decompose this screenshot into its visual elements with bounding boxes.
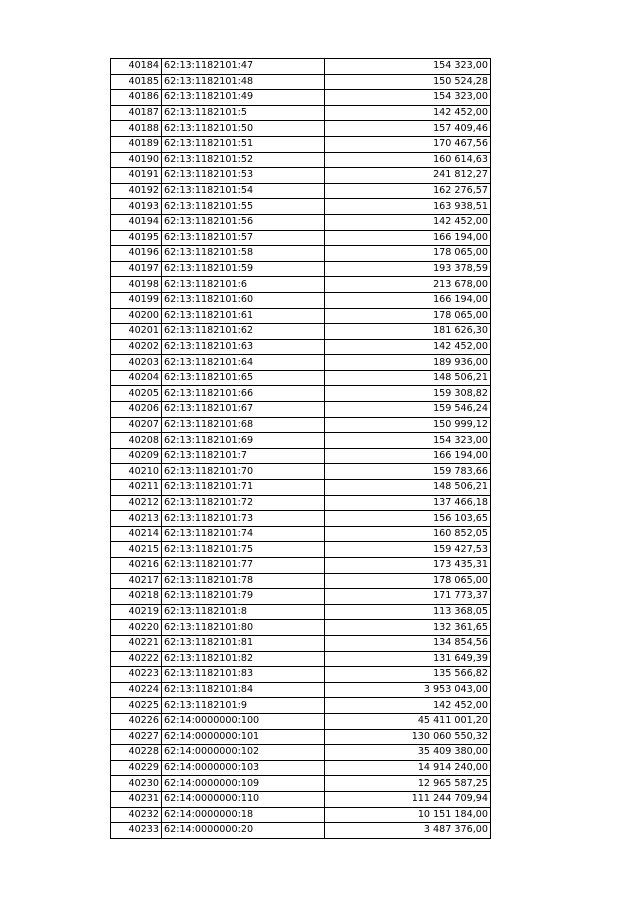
cadastral-value-cell: 3 487 376,00 xyxy=(325,823,491,839)
row-number-cell: 40207 xyxy=(111,417,162,433)
table-row xyxy=(111,74,491,90)
cadastral-value-cell: 160 614,63 xyxy=(325,152,491,168)
cadastral-value-cell: 154 323,00 xyxy=(325,90,491,106)
table-row xyxy=(111,760,491,776)
table-row xyxy=(111,620,491,636)
row-number-cell: 40227 xyxy=(111,729,162,745)
row-number-cell: 40220 xyxy=(111,620,162,636)
cadastral-number-cell: 62:13:1182101:48 xyxy=(162,74,325,90)
table-row xyxy=(111,261,491,277)
table-row xyxy=(111,526,491,542)
cadastral-number-cell: 62:13:1182101:72 xyxy=(162,495,325,511)
row-number-cell: 40198 xyxy=(111,277,162,293)
cadastral-number-cell: 62:13:1182101:55 xyxy=(162,199,325,215)
cadastral-value-cell: 12 965 587,25 xyxy=(325,776,491,792)
table-row xyxy=(111,402,491,418)
table-row xyxy=(111,745,491,761)
cadastral-value-cell: 213 678,00 xyxy=(325,277,491,293)
row-number-cell: 40221 xyxy=(111,635,162,651)
cadastral-number-cell: 62:13:1182101:84 xyxy=(162,682,325,698)
cadastral-value-cell: 178 065,00 xyxy=(325,573,491,589)
table-row xyxy=(111,791,491,807)
cadastral-value-cell: 159 427,53 xyxy=(325,542,491,558)
cadastral-number-cell: 62:13:1182101:50 xyxy=(162,121,325,137)
row-number-cell: 40206 xyxy=(111,402,162,418)
cadastral-value-cell: 166 194,00 xyxy=(325,448,491,464)
cadastral-value-cell: 150 999,12 xyxy=(325,417,491,433)
cadastral-number-cell: 62:13:1182101:79 xyxy=(162,589,325,605)
cadastral-value-cell: 181 626,30 xyxy=(325,324,491,340)
cadastral-number-cell: 62:13:1182101:62 xyxy=(162,324,325,340)
row-number-cell: 40228 xyxy=(111,745,162,761)
row-number-cell: 40197 xyxy=(111,261,162,277)
row-number-cell: 40230 xyxy=(111,776,162,792)
row-number-cell: 40211 xyxy=(111,480,162,496)
cadastral-number-cell: 62:13:1182101:59 xyxy=(162,261,325,277)
cadastral-number-cell: 62:13:1182101:70 xyxy=(162,464,325,480)
row-number-cell: 40210 xyxy=(111,464,162,480)
row-number-cell: 40200 xyxy=(111,308,162,324)
cadastral-number-cell: 62:13:1182101:77 xyxy=(162,558,325,574)
cadastral-value-cell: 148 506,21 xyxy=(325,370,491,386)
cadastral-number-cell: 62:14:0000000:103 xyxy=(162,760,325,776)
table-row xyxy=(111,807,491,823)
row-number-cell: 40231 xyxy=(111,791,162,807)
table-row xyxy=(111,214,491,230)
row-number-cell: 40205 xyxy=(111,386,162,402)
cadastral-number-cell: 62:13:1182101:7 xyxy=(162,448,325,464)
cadastral-value-cell: 193 378,59 xyxy=(325,261,491,277)
cadastral-number-cell: 62:13:1182101:75 xyxy=(162,542,325,558)
cadastral-number-cell: 62:13:1182101:63 xyxy=(162,339,325,355)
cadastral-value-cell: 162 276,57 xyxy=(325,183,491,199)
cadastral-value-cell: 142 452,00 xyxy=(325,105,491,121)
row-number-cell: 40222 xyxy=(111,651,162,667)
cadastral-number-cell: 62:13:1182101:60 xyxy=(162,292,325,308)
cadastral-number-cell: 62:13:1182101:73 xyxy=(162,511,325,527)
row-number-cell: 40223 xyxy=(111,667,162,683)
table-row xyxy=(111,121,491,137)
cadastral-number-cell: 62:13:1182101:47 xyxy=(162,59,325,75)
row-number-cell: 40194 xyxy=(111,214,162,230)
row-number-cell: 40219 xyxy=(111,604,162,620)
row-number-cell: 40199 xyxy=(111,292,162,308)
cadastral-value-cell: 163 938,51 xyxy=(325,199,491,215)
cadastral-number-cell: 62:13:1182101:82 xyxy=(162,651,325,667)
row-number-cell: 40224 xyxy=(111,682,162,698)
table-row xyxy=(111,152,491,168)
cadastral-number-cell: 62:13:1182101:66 xyxy=(162,386,325,402)
cadastral-value-cell: 111 244 709,94 xyxy=(325,791,491,807)
table-row xyxy=(111,448,491,464)
cadastral-number-cell: 62:13:1182101:8 xyxy=(162,604,325,620)
row-number-cell: 40225 xyxy=(111,698,162,714)
cadastral-value-cell: 178 065,00 xyxy=(325,308,491,324)
table-row xyxy=(111,308,491,324)
row-number-cell: 40203 xyxy=(111,355,162,371)
cadastral-number-cell: 62:13:1182101:58 xyxy=(162,246,325,262)
cadastral-number-cell: 62:13:1182101:57 xyxy=(162,230,325,246)
table-row xyxy=(111,604,491,620)
table-row xyxy=(111,90,491,106)
cadastral-value-cell: 170 467,56 xyxy=(325,136,491,152)
cadastral-value-cell: 134 854,56 xyxy=(325,635,491,651)
row-number-cell: 40217 xyxy=(111,573,162,589)
table-row xyxy=(111,682,491,698)
cadastral-value-cell: 154 323,00 xyxy=(325,59,491,75)
cadastral-number-cell: 62:13:1182101:53 xyxy=(162,168,325,184)
cadastral-number-cell: 62:13:1182101:9 xyxy=(162,698,325,714)
table-row xyxy=(111,355,491,371)
table-row xyxy=(111,277,491,293)
table-row xyxy=(111,542,491,558)
cadastral-value-cell: 160 852,05 xyxy=(325,526,491,542)
row-number-cell: 40184 xyxy=(111,59,162,75)
row-number-cell: 40208 xyxy=(111,433,162,449)
table-row xyxy=(111,168,491,184)
cadastral-number-cell: 62:13:1182101:74 xyxy=(162,526,325,542)
cadastral-value-cell: 159 546,24 xyxy=(325,402,491,418)
cadastral-value-cell: 159 308,82 xyxy=(325,386,491,402)
table-row xyxy=(111,511,491,527)
table-row xyxy=(111,105,491,121)
cadastral-number-cell: 62:13:1182101:65 xyxy=(162,370,325,386)
row-number-cell: 40212 xyxy=(111,495,162,511)
cadastral-number-cell: 62:13:1182101:49 xyxy=(162,90,325,106)
cadastral-value-cell: 131 649,39 xyxy=(325,651,491,667)
cadastral-value-cell: 159 783,66 xyxy=(325,464,491,480)
row-number-cell: 40195 xyxy=(111,230,162,246)
cadastral-number-cell: 62:13:1182101:80 xyxy=(162,620,325,636)
table-row xyxy=(111,199,491,215)
cadastral-number-cell: 62:13:1182101:6 xyxy=(162,277,325,293)
table-row xyxy=(111,339,491,355)
cadastral-number-cell: 62:14:0000000:18 xyxy=(162,807,325,823)
cadastral-number-cell: 62:13:1182101:81 xyxy=(162,635,325,651)
table-row xyxy=(111,823,491,839)
cadastral-number-cell: 62:13:1182101:64 xyxy=(162,355,325,371)
cadastral-value-cell: 148 506,21 xyxy=(325,480,491,496)
table-row xyxy=(111,246,491,262)
cadastral-value-cell: 14 914 240,00 xyxy=(325,760,491,776)
table-row xyxy=(111,698,491,714)
row-number-cell: 40201 xyxy=(111,324,162,340)
cadastral-number-cell: 62:14:0000000:102 xyxy=(162,745,325,761)
cadastral-value-cell: 45 411 001,20 xyxy=(325,713,491,729)
table-row xyxy=(111,589,491,605)
cadastral-value-cell: 135 566,82 xyxy=(325,667,491,683)
row-number-cell: 40202 xyxy=(111,339,162,355)
cadastral-number-cell: 62:13:1182101:83 xyxy=(162,667,325,683)
cadastral-value-cell: 178 065,00 xyxy=(325,246,491,262)
table-row xyxy=(111,558,491,574)
cadastral-value-cell: 142 452,00 xyxy=(325,698,491,714)
row-number-cell: 40192 xyxy=(111,183,162,199)
row-number-cell: 40187 xyxy=(111,105,162,121)
row-number-cell: 40190 xyxy=(111,152,162,168)
cadastral-number-cell: 62:13:1182101:51 xyxy=(162,136,325,152)
table-row xyxy=(111,292,491,308)
cadastral-value-cell: 142 452,00 xyxy=(325,214,491,230)
cadastral-number-cell: 62:14:0000000:20 xyxy=(162,823,325,839)
table-row xyxy=(111,480,491,496)
row-number-cell: 40204 xyxy=(111,370,162,386)
table-row xyxy=(111,183,491,199)
row-number-cell: 40218 xyxy=(111,589,162,605)
table-row xyxy=(111,136,491,152)
cadastral-value-cell: 166 194,00 xyxy=(325,292,491,308)
cadastral-value-cell: 130 060 550,32 xyxy=(325,729,491,745)
row-number-cell: 40191 xyxy=(111,168,162,184)
cadastral-value-cell: 171 773,37 xyxy=(325,589,491,605)
table-row xyxy=(111,713,491,729)
cadastral-value-cell: 142 452,00 xyxy=(325,339,491,355)
table-row xyxy=(111,324,491,340)
cadastral-value-cell: 10 151 184,00 xyxy=(325,807,491,823)
cadastral-value-cell: 173 435,31 xyxy=(325,558,491,574)
cadastral-number-cell: 62:13:1182101:69 xyxy=(162,433,325,449)
row-number-cell: 40196 xyxy=(111,246,162,262)
table-row xyxy=(111,230,491,246)
cadastral-number-cell: 62:13:1182101:54 xyxy=(162,183,325,199)
cadastral-number-cell: 62:14:0000000:110 xyxy=(162,791,325,807)
cadastral-number-cell: 62:14:0000000:109 xyxy=(162,776,325,792)
row-number-cell: 40214 xyxy=(111,526,162,542)
cadastral-value-cell: 166 194,00 xyxy=(325,230,491,246)
cadastral-number-cell: 62:13:1182101:56 xyxy=(162,214,325,230)
cadastral-value-cell: 154 323,00 xyxy=(325,433,491,449)
table-row xyxy=(111,417,491,433)
row-number-cell: 40186 xyxy=(111,90,162,106)
cadastral-value-cell: 241 812,27 xyxy=(325,168,491,184)
cadastral-number-cell: 62:13:1182101:78 xyxy=(162,573,325,589)
cadastral-number-cell: 62:13:1182101:67 xyxy=(162,402,325,418)
cadastral-number-cell: 62:13:1182101:68 xyxy=(162,417,325,433)
row-number-cell: 40226 xyxy=(111,713,162,729)
table-row xyxy=(111,59,491,75)
table-row xyxy=(111,635,491,651)
cadastral-value-cell: 156 103,65 xyxy=(325,511,491,527)
cadastral-value-cell: 132 361,65 xyxy=(325,620,491,636)
cadastral-number-cell: 62:13:1182101:61 xyxy=(162,308,325,324)
cadastral-value-cell: 189 936,00 xyxy=(325,355,491,371)
table-body xyxy=(111,59,491,839)
row-number-cell: 40233 xyxy=(111,823,162,839)
row-number-cell: 40216 xyxy=(111,558,162,574)
cadastral-value-cell: 157 409,46 xyxy=(325,121,491,137)
table-row xyxy=(111,464,491,480)
cadastral-value-table xyxy=(110,58,491,839)
row-number-cell: 40185 xyxy=(111,74,162,90)
table-row xyxy=(111,370,491,386)
row-number-cell: 40209 xyxy=(111,448,162,464)
table-row xyxy=(111,495,491,511)
cadastral-number-cell: 62:13:1182101:5 xyxy=(162,105,325,121)
table-row xyxy=(111,729,491,745)
row-number-cell: 40188 xyxy=(111,121,162,137)
row-number-cell: 40189 xyxy=(111,136,162,152)
row-number-cell: 40229 xyxy=(111,760,162,776)
row-number-cell: 40232 xyxy=(111,807,162,823)
cadastral-value-cell: 137 466,18 xyxy=(325,495,491,511)
cadastral-number-cell: 62:13:1182101:52 xyxy=(162,152,325,168)
row-number-cell: 40213 xyxy=(111,511,162,527)
table-row xyxy=(111,667,491,683)
cadastral-number-cell: 62:13:1182101:71 xyxy=(162,480,325,496)
table-row xyxy=(111,651,491,667)
table-row xyxy=(111,573,491,589)
row-number-cell: 40215 xyxy=(111,542,162,558)
cadastral-value-cell: 113 368,05 xyxy=(325,604,491,620)
cadastral-number-cell: 62:14:0000000:100 xyxy=(162,713,325,729)
cadastral-value-cell: 3 953 043,00 xyxy=(325,682,491,698)
cadastral-value-cell: 150 524,28 xyxy=(325,74,491,90)
table-row xyxy=(111,386,491,402)
table-row xyxy=(111,776,491,792)
table-row xyxy=(111,433,491,449)
row-number-cell: 40193 xyxy=(111,199,162,215)
cadastral-value-cell: 35 409 380,00 xyxy=(325,745,491,761)
cadastral-number-cell: 62:14:0000000:101 xyxy=(162,729,325,745)
